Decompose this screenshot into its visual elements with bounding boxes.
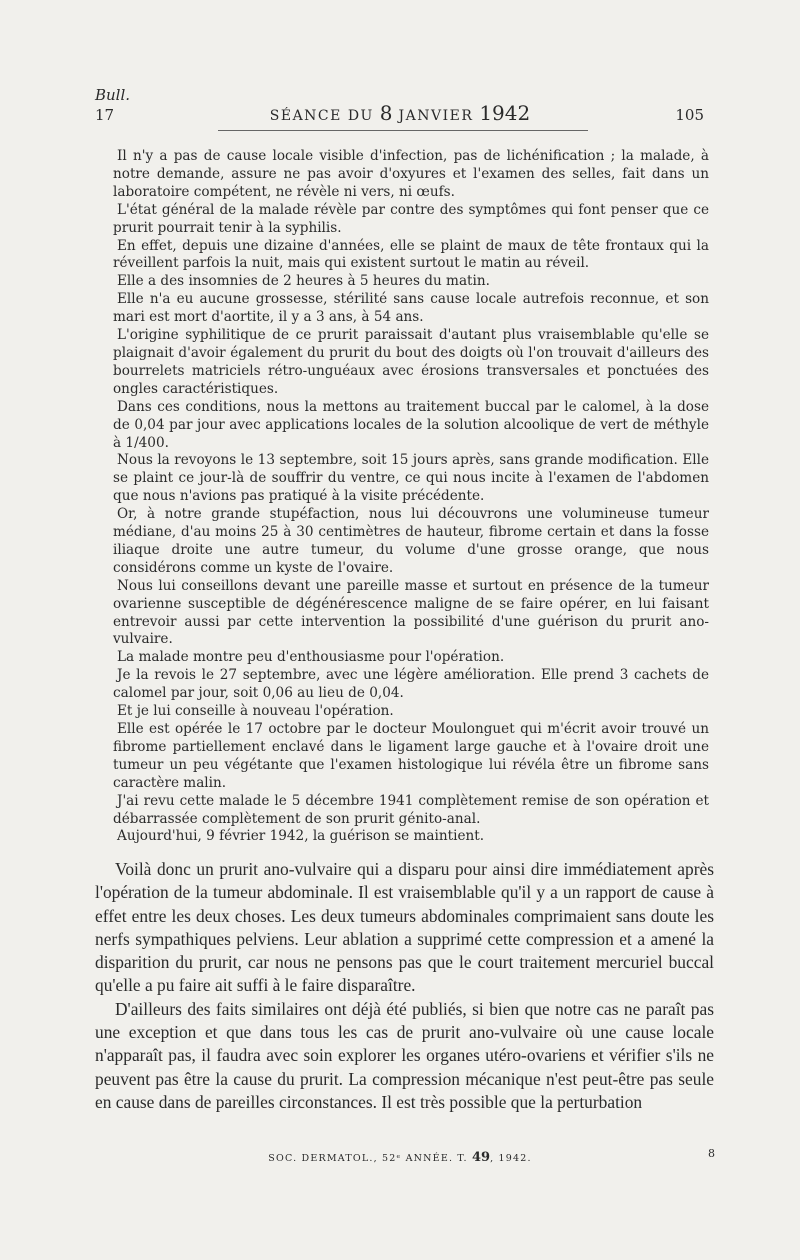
running-title-month: JANVIER <box>392 108 480 124</box>
discussion-body <box>95 858 714 1114</box>
paragraph: D'ailleurs des faits similaires ont déjà été publiés, si bien que notre cas ne paraît pas une exception et que dans tous les cas de prurit ano-vulvaire où une cause locale n'apparaît pas, il faudra avec soin explorer les organes utéro-ovariens et vérifier s'ils ne peuvent pas être la cause du prurit. La compression mécanique n'est peut-être pas seule en cause dans de pareilles circonstances. Il est très possible que la perturbation <box>95 998 714 1112</box>
bulletin-label: Bull. <box>95 86 131 104</box>
running-title-day: 8 <box>379 101 393 125</box>
paragraph: En effet, depuis une dizaine d'années, elle se plaint de maux de tête frontaux qui la réveillent parfois la nuit, mais qui existent surtout le matin au réveil. <box>113 237 709 272</box>
paragraph: Or, à notre grande stupéfaction, nous lui découvrons une volumineuse tumeur médiane, d'au moins 25 à 30 centimètres de hauteur, fibrome certain et dans la fosse iliaque droite une autre tumeur, du volume d'une grosse orange, que nous considérons comme un kyste de l'ovaire. <box>113 506 709 576</box>
journal-footer <box>0 1150 800 1165</box>
bulletin-number: 17 <box>95 106 115 124</box>
paragraph: Et je lui conseille à nouveau l'opération. <box>117 703 394 720</box>
paragraph: Elle n'a eu aucune grossesse, stérilité sans cause locale autrefois reconnue, et son mari est mort d'aortite, il y a 3 ans, à 54 ans. <box>113 291 709 326</box>
paragraph: Aujourd'hui, 9 février 1942, la guérison se maintient. <box>117 828 485 845</box>
paragraph: Il n'y a pas de cause locale visible d'infection, pas de lichénification ; la malade, à notre demande, assure ne pas avoir d'oxyures et l'examen des selles, fait dans un laboratoire compétent, ne révèle ni vers, ni œufs. <box>113 148 709 200</box>
paragraph: Nous la revoyons le 13 septembre, soit 15 jours après, sans grande modification. Elle se plaint ce jour-là de souffrir du ventre, ce qui nous incite à l'examen de l'abdomen que nous n'avions pas pratiqué à la visite précédente. <box>113 452 709 505</box>
paragraph: L'état général de la malade révèle par contre des symptômes qui font penser que ce prurit pourrait tenir à la syphilis. <box>113 201 709 236</box>
page-number: 105 <box>675 106 704 124</box>
printer-signature: 8 <box>708 1147 715 1160</box>
footer-volume: 49 <box>471 1150 491 1165</box>
case-report-body <box>113 148 709 846</box>
paragraph: Elle a des insomnies de 2 heures à 5 heures du matin. <box>117 273 490 290</box>
footer-journal-prefix: SOC. DERMATOL., 52ᵉ ANNÉE. T. <box>268 1153 472 1164</box>
paragraph: Je la revois le 27 septembre, avec une légère amélioration. Elle prend 3 cachets de calomel par jour, soit 0,06 au lieu de 0,04. <box>113 667 709 702</box>
running-title-prefix: SÉANCE DU <box>269 108 380 124</box>
paragraph: Dans ces conditions, nous la mettons au traitement buccal par le calomel, à la dose de 0,04 par jour avec applications locales de la solution alcoolique de vert de méthyle à 1/400. <box>113 398 709 451</box>
paragraph: Voilà donc un prurit ano-vulvaire qui a disparu pour ainsi dire immédiatement après l'opération de la tumeur abdominale. Il est vraisemblable qu'il y a un rapport de cause à effet entre les deux choses. Les deux tumeurs abdominales comprimaient sans doute les nerfs sympathiques pelviens. Leur ablation a supprimé cette compression et a amené la disparition du prurit, car nous ne pensons pas que le court traitement mercuriel buccal qu'elle a pu faire ait suffi à le faire disparaître. <box>95 859 714 996</box>
header-rule <box>218 130 588 131</box>
paragraph: L'origine syphilitique de ce prurit paraissait d'autant plus vraisemblable qu'elle se plaignait d'avoir également du prurit du bout des doigts où l'on trouvait d'ailleurs des bourrelets matriciels rétro-unguéaux avec érosions transversales et ponctuées des ongles caractéristiques. <box>113 327 709 397</box>
paragraph: La malade montre peu d'enthousiasme pour l'opération. <box>117 649 505 666</box>
paragraph: J'ai revu cette malade le 5 décembre 1941 complètement remise de son opération et débarrassée complètement de son prurit génito-anal. <box>113 792 709 827</box>
paragraph: Elle est opérée le 17 octobre par le docteur Moulonguet qui m'écrit avoir trouvé un fibrome partiellement enclavé dans le ligament large gauche et à l'ovaire droit une tumeur un peu végétante que l'examen histologique lui révéla être un fibrome sans caractère malin. <box>113 721 709 791</box>
footer-journal-suffix: , 1942. <box>490 1153 532 1164</box>
running-title-year: 1942 <box>479 101 531 125</box>
paragraph: Nous lui conseillons devant une pareille masse et surtout en présence de la tumeur ovarienne susceptible de dégénérescence maligne de se faire opérer, en lui faisant entrevoir aussi par cette intervention la possibilité d'une guérison du prurit ano-vulvaire. <box>113 577 709 648</box>
